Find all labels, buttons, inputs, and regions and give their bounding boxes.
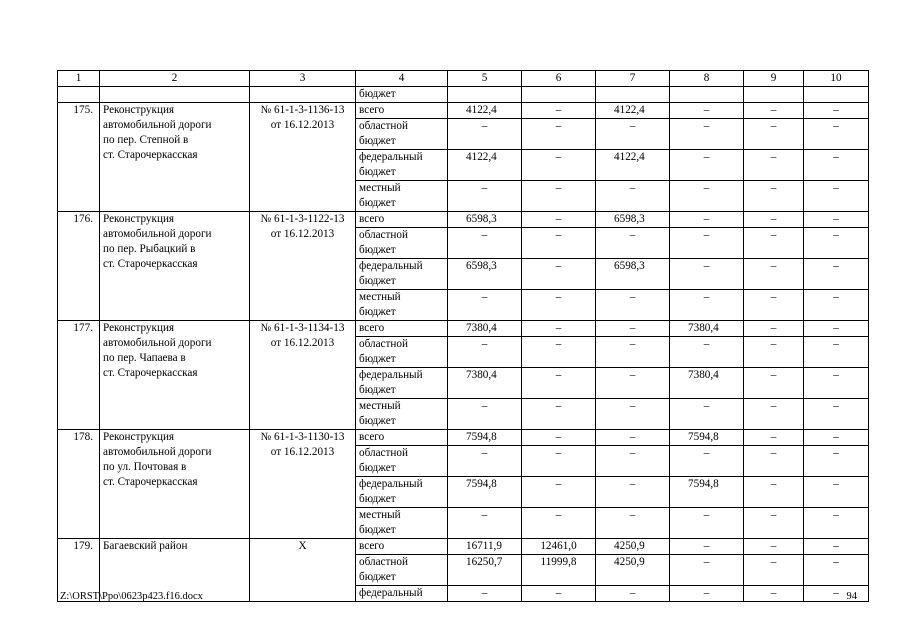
label-line: федеральный bbox=[359, 260, 423, 272]
value-cell-8: – bbox=[670, 290, 744, 321]
value-cell-8: – bbox=[670, 539, 744, 555]
budget-source-label bbox=[356, 181, 448, 212]
header-cell: 10 bbox=[804, 71, 869, 87]
value-cell-7: – bbox=[596, 181, 670, 212]
value-cell-6: – bbox=[522, 321, 596, 337]
header-cell: 1 bbox=[58, 71, 100, 87]
label-line: бюджет bbox=[359, 197, 396, 209]
label-line: областной bbox=[359, 338, 408, 350]
value-cell-10: – bbox=[804, 477, 869, 508]
value-cell-6: – bbox=[522, 290, 596, 321]
budget-source-label bbox=[356, 150, 448, 181]
value-cell-7: – bbox=[596, 228, 670, 259]
title-line: ст. Старочеркасская bbox=[103, 476, 198, 488]
title-line: Реконструкция bbox=[103, 431, 175, 443]
value-cell-7: 4250,9 bbox=[596, 555, 670, 586]
value-cell-9: – bbox=[744, 477, 804, 508]
label-line: всего bbox=[359, 322, 385, 334]
value-cell-6: – bbox=[522, 508, 596, 539]
value-cell-5: – bbox=[448, 337, 522, 368]
value-cell-8: – bbox=[670, 555, 744, 586]
budget-source-label bbox=[356, 586, 448, 602]
budget-source-label bbox=[356, 212, 448, 228]
label-line: местный bbox=[359, 182, 401, 194]
label-line: бюджет bbox=[359, 166, 396, 178]
value-cell-7: – bbox=[596, 477, 670, 508]
value-cell-7: – bbox=[596, 119, 670, 150]
title-line: по пер. Чапаева в bbox=[103, 352, 186, 364]
row-number: 175. bbox=[58, 103, 100, 212]
value-cell-7: 6598,3 bbox=[596, 212, 670, 228]
value-cell-5: 4122,4 bbox=[448, 150, 522, 181]
label-line: бюджет bbox=[359, 244, 396, 256]
value-cell-5: 4122,4 bbox=[448, 103, 522, 119]
value-cell-5: – bbox=[448, 399, 522, 430]
label-line: областной bbox=[359, 447, 408, 459]
value-cell-6: – bbox=[522, 150, 596, 181]
label-line: областной bbox=[359, 556, 408, 568]
value-cell-9: – bbox=[744, 399, 804, 430]
budget-source-label bbox=[356, 321, 448, 337]
value-cell-9: – bbox=[744, 228, 804, 259]
value-cell-7: – bbox=[596, 430, 670, 446]
budget-source-label bbox=[356, 103, 448, 119]
label-line: местный bbox=[359, 400, 401, 412]
label-line: всего bbox=[359, 540, 385, 552]
doc-line: от 16.12.2013 bbox=[270, 446, 335, 458]
label-line: областной bbox=[359, 120, 408, 132]
value-cell-9: – bbox=[744, 103, 804, 119]
label-line: бюджет bbox=[359, 353, 396, 365]
table-row bbox=[58, 321, 869, 337]
value-cell-6: – bbox=[522, 477, 596, 508]
value-cell-8: – bbox=[670, 586, 744, 602]
value-cell-8: 7594,8 bbox=[670, 477, 744, 508]
budget-source-label bbox=[356, 119, 448, 150]
label-line: бюджет bbox=[359, 384, 396, 396]
title-line: Реконструкция bbox=[103, 322, 175, 334]
value-cell-10: – bbox=[804, 337, 869, 368]
value-cell-5: 7380,4 bbox=[448, 321, 522, 337]
value-cell-8: – bbox=[670, 446, 744, 477]
label-line: бюджет bbox=[359, 524, 396, 536]
budget-source-label bbox=[356, 259, 448, 290]
value-cell-7: 4122,4 bbox=[596, 103, 670, 119]
value-cell-9: – bbox=[744, 586, 804, 602]
label-line: бюджет bbox=[359, 571, 396, 583]
value-cell-8: – bbox=[670, 119, 744, 150]
value-cell-8: – bbox=[670, 228, 744, 259]
value-cell-6: – bbox=[522, 259, 596, 290]
value-cell-10: – bbox=[804, 103, 869, 119]
value-cell-6: – bbox=[522, 181, 596, 212]
title-line: по пер. Рыбацкий в bbox=[103, 243, 196, 255]
budget-source-label bbox=[356, 290, 448, 321]
value-cell-8: – bbox=[670, 399, 744, 430]
value-cell-5: 16250,7 bbox=[448, 555, 522, 586]
title-line: по пер. Степной в bbox=[103, 134, 189, 146]
value-cell-8: – bbox=[670, 150, 744, 181]
doc-line: № 61-1-3-1134-13 bbox=[260, 322, 345, 334]
value-cell-6: 12461,0 bbox=[522, 539, 596, 555]
label-line: всего bbox=[359, 104, 385, 116]
document-reference bbox=[250, 539, 356, 602]
object-title bbox=[100, 430, 250, 539]
value-cell-10: – bbox=[804, 399, 869, 430]
value-cell-10: – bbox=[804, 321, 869, 337]
value-cell-8: 7594,8 bbox=[670, 430, 744, 446]
document-reference bbox=[250, 430, 356, 539]
value-cell-7: – bbox=[596, 337, 670, 368]
value-cell-6: – bbox=[522, 399, 596, 430]
value-cell-7: – bbox=[596, 508, 670, 539]
title-line: по ул. Почтовая в bbox=[103, 461, 187, 473]
header-cell: 2 bbox=[100, 71, 250, 87]
label-line: бюджет bbox=[359, 462, 396, 474]
budget-source-label bbox=[356, 228, 448, 259]
header-cell: 6 bbox=[522, 71, 596, 87]
value-cell-8: 7380,4 bbox=[670, 321, 744, 337]
value-cell-10: – bbox=[804, 150, 869, 181]
value-cell-9: – bbox=[744, 508, 804, 539]
value-cell-8: – bbox=[670, 103, 744, 119]
doc-line: № 61-1-3-1122-13 bbox=[260, 213, 345, 225]
value-cell-6: – bbox=[522, 228, 596, 259]
table-row bbox=[58, 212, 869, 228]
value-cell-7: – bbox=[596, 586, 670, 602]
file-path: Z:\ORST\Ppo\0623p423.f16.docx bbox=[60, 591, 203, 602]
table-row bbox=[58, 103, 869, 119]
title-line: Реконструкция bbox=[103, 213, 175, 225]
doc-line: № 61-1-3-1130-13 bbox=[260, 431, 345, 443]
budget-source-label bbox=[356, 508, 448, 539]
value-cell-6: – bbox=[522, 368, 596, 399]
budget-source-label bbox=[356, 477, 448, 508]
value-cell-9: – bbox=[744, 555, 804, 586]
header-row bbox=[58, 71, 869, 87]
object-title bbox=[100, 321, 250, 430]
value-cell-8: – bbox=[670, 259, 744, 290]
value-cell-9: – bbox=[744, 212, 804, 228]
value-cell-5: 6598,3 bbox=[448, 259, 522, 290]
value-cell-5: – bbox=[448, 119, 522, 150]
title-line: ст. Старочеркасская bbox=[103, 258, 198, 270]
document-reference bbox=[250, 321, 356, 430]
value-cell-5: – bbox=[448, 586, 522, 602]
value-cell-5: – bbox=[448, 228, 522, 259]
value-cell-6: – bbox=[522, 586, 596, 602]
value-cell-5: – bbox=[448, 290, 522, 321]
row-number: 176. bbox=[58, 212, 100, 321]
value-cell-6: – bbox=[522, 446, 596, 477]
doc-line: от 16.12.2013 bbox=[270, 337, 335, 349]
value-cell-7: – bbox=[596, 399, 670, 430]
title-line: автомобильной дороги bbox=[103, 337, 212, 349]
document-reference bbox=[250, 103, 356, 212]
title-line: автомобильной дороги bbox=[103, 446, 212, 458]
value-cell-5: 16711,9 bbox=[448, 539, 522, 555]
document-reference bbox=[250, 212, 356, 321]
value-cell-6: 11999,8 bbox=[522, 555, 596, 586]
value-cell-5: 7594,8 bbox=[448, 477, 522, 508]
value-cell-8: – bbox=[670, 212, 744, 228]
label-line: местный bbox=[359, 291, 401, 303]
doc-line: № 61-1-3-1136-13 bbox=[260, 104, 345, 116]
object-title bbox=[100, 212, 250, 321]
label-line: федеральный bbox=[359, 151, 423, 163]
value-cell-6: – bbox=[522, 430, 596, 446]
value-cell-10: – bbox=[804, 555, 869, 586]
row-number: 179. bbox=[58, 539, 100, 602]
label-line: бюджет bbox=[359, 275, 396, 287]
budget-source-label bbox=[356, 430, 448, 446]
budget-source-label bbox=[356, 446, 448, 477]
value-cell-5: 7594,8 bbox=[448, 430, 522, 446]
page-number: 94 bbox=[846, 591, 857, 602]
budget-source-label bbox=[356, 368, 448, 399]
value-cell-9: – bbox=[744, 337, 804, 368]
title-line: Реконструкция bbox=[103, 104, 175, 116]
title-line: автомобильной дороги bbox=[103, 119, 212, 131]
value-cell-7: – bbox=[596, 446, 670, 477]
value-cell-8: 7380,4 bbox=[670, 368, 744, 399]
label-line: областной bbox=[359, 229, 408, 241]
value-cell-7: – bbox=[596, 290, 670, 321]
value-cell-8: – bbox=[670, 508, 744, 539]
value-cell-6: – bbox=[522, 103, 596, 119]
value-cell-10: – bbox=[804, 586, 869, 602]
table-row bbox=[58, 539, 869, 555]
label-line: бюджет bbox=[359, 135, 396, 147]
value-cell-5: – bbox=[448, 181, 522, 212]
label-line: федеральный bbox=[359, 369, 423, 381]
value-cell-10: – bbox=[804, 430, 869, 446]
value-cell-10: – bbox=[804, 259, 869, 290]
value-cell-7: 4122,4 bbox=[596, 150, 670, 181]
doc-line: X bbox=[298, 540, 307, 552]
header-cell: 8 bbox=[670, 71, 744, 87]
value-cell-9: – bbox=[744, 321, 804, 337]
value-cell-9: – bbox=[744, 446, 804, 477]
value-cell-9: – bbox=[744, 119, 804, 150]
value-cell-9: – bbox=[744, 181, 804, 212]
title-line: автомобильной дороги bbox=[103, 228, 212, 240]
value-cell-10: – bbox=[804, 212, 869, 228]
value-cell-10: – bbox=[804, 368, 869, 399]
value-cell-6: – bbox=[522, 212, 596, 228]
value-cell-8: – bbox=[670, 181, 744, 212]
label-line: всего bbox=[359, 213, 385, 225]
value-cell-8: – bbox=[670, 337, 744, 368]
value-cell-10: – bbox=[804, 181, 869, 212]
row-number: 177. bbox=[58, 321, 100, 430]
value-cell-5: – bbox=[448, 446, 522, 477]
value-cell-7: 4250,9 bbox=[596, 539, 670, 555]
value-cell-10: – bbox=[804, 290, 869, 321]
title-line: Багаевский район bbox=[103, 540, 188, 552]
row-number: 178. bbox=[58, 430, 100, 539]
value-cell-5: – bbox=[448, 508, 522, 539]
object-title bbox=[100, 103, 250, 212]
value-cell-9: – bbox=[744, 368, 804, 399]
budget-source-label bbox=[356, 539, 448, 555]
value-cell-6: – bbox=[522, 337, 596, 368]
header-cell: 3 bbox=[250, 71, 356, 87]
label-line: федеральный bbox=[359, 478, 423, 490]
value-cell-10: – bbox=[804, 508, 869, 539]
value-cell-9: – bbox=[744, 150, 804, 181]
budget-source-label bbox=[356, 399, 448, 430]
label-line: местный bbox=[359, 509, 401, 521]
value-cell-9: – bbox=[744, 430, 804, 446]
carry-over-row bbox=[58, 87, 869, 103]
label-line: бюджет bbox=[359, 415, 396, 427]
label-line: бюджет bbox=[359, 493, 396, 505]
header-cell: 4 bbox=[356, 71, 448, 87]
value-cell-7: – bbox=[596, 368, 670, 399]
budget-source-label bbox=[356, 337, 448, 368]
carry-over-label: бюджет bbox=[356, 87, 448, 103]
header-cell: 5 bbox=[448, 71, 522, 87]
value-cell-10: – bbox=[804, 119, 869, 150]
label-line: бюджет bbox=[359, 306, 396, 318]
header-cell: 7 bbox=[596, 71, 670, 87]
value-cell-9: – bbox=[744, 259, 804, 290]
value-cell-10: – bbox=[804, 539, 869, 555]
value-cell-9: – bbox=[744, 290, 804, 321]
budget-source-label bbox=[356, 555, 448, 586]
value-cell-5: 7380,4 bbox=[448, 368, 522, 399]
title-line: ст. Старочеркасская bbox=[103, 367, 198, 379]
value-cell-6: – bbox=[522, 119, 596, 150]
doc-line: от 16.12.2013 bbox=[270, 228, 335, 240]
value-cell-10: – bbox=[804, 228, 869, 259]
value-cell-10: – bbox=[804, 446, 869, 477]
label-line: федеральный bbox=[359, 587, 423, 599]
value-cell-7: – bbox=[596, 321, 670, 337]
header-cell: 9 bbox=[744, 71, 804, 87]
value-cell-9: – bbox=[744, 539, 804, 555]
doc-line: от 16.12.2013 bbox=[270, 119, 335, 131]
table-row bbox=[58, 430, 869, 446]
value-cell-5: 6598,3 bbox=[448, 212, 522, 228]
budget-table bbox=[57, 70, 869, 602]
title-line: ст. Старочеркасская bbox=[103, 149, 198, 161]
label-line: всего bbox=[359, 431, 385, 443]
value-cell-7: 6598,3 bbox=[596, 259, 670, 290]
